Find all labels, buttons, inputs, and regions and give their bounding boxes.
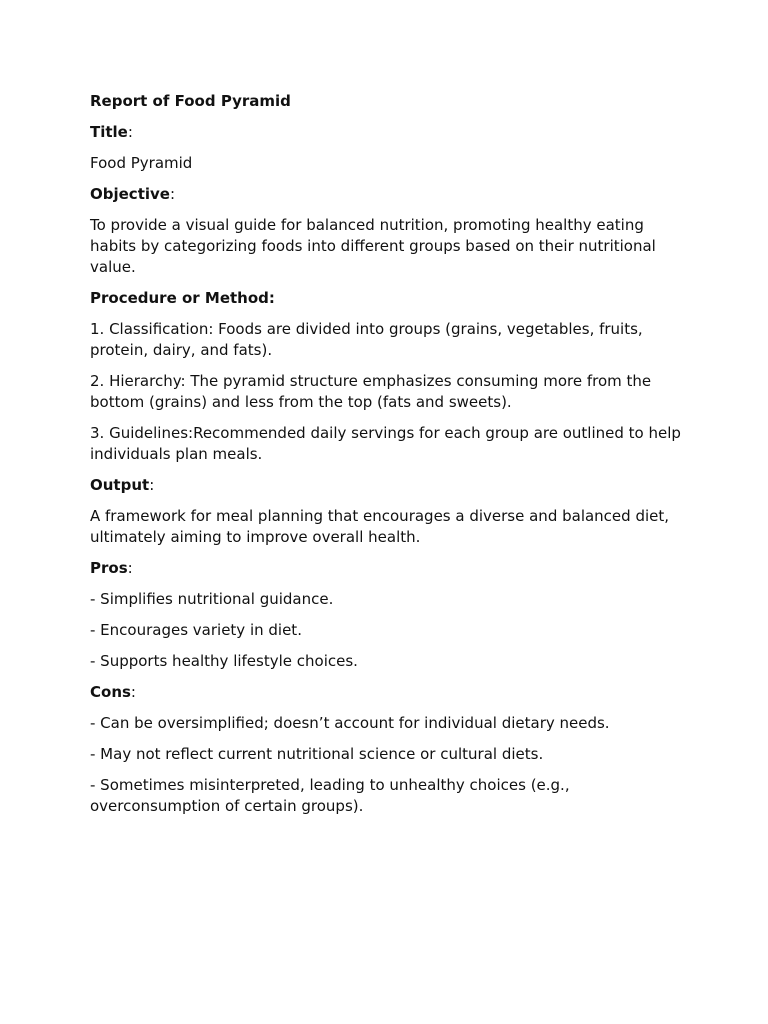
title-line <box>90 122 690 143</box>
title-label: Title <box>90 123 128 141</box>
objective-colon: : <box>169 185 176 203</box>
cons-item: - Can be oversimplified; doesn’t account for individual dietary needs. <box>90 714 610 732</box>
procedure-step: 2. Hierarchy: The pyramid structure emphasizes consuming more from the bottom (grains) and less from the top (fats and sweets). <box>90 372 652 411</box>
document-page <box>90 91 690 827</box>
objective-line <box>90 184 690 205</box>
objective-text: To provide a visual guide for balanced nutrition, promoting healthy eating habits by categorizing foods into different groups based on their nutritional value. <box>90 216 656 276</box>
output-text: A framework for meal planning that encourages a diverse and balanced diet, ultimately aiming to improve overall health. <box>90 507 670 546</box>
cons-line <box>90 682 690 703</box>
procedure-step: 1. Classification: Foods are divided into groups (grains, vegetables, fruits, protein, dairy, and fats). <box>90 320 643 359</box>
document-heading: Report of Food Pyramid <box>90 92 291 110</box>
pros-line <box>90 558 690 579</box>
cons-colon: : <box>130 683 136 701</box>
output-colon: : <box>149 476 155 494</box>
cons-label: Cons <box>90 683 131 701</box>
pros-item: - Supports healthy lifestyle choices. <box>90 652 358 670</box>
cons-item: - Sometimes misinterpreted, leading to unhealthy choices (e.g., overconsumption of certain groups). <box>90 776 570 815</box>
title-value: Food Pyramid <box>90 154 193 172</box>
pros-label: Pros <box>90 559 128 577</box>
procedure-step: 3. Guidelines:Recommended daily servings for each group are outlined to help individuals plan meals. <box>90 424 681 463</box>
title-colon: : <box>127 123 133 141</box>
cons-item: - May not reflect current nutritional science or cultural diets. <box>90 745 544 763</box>
pros-item: - Encourages variety in diet. <box>90 621 302 639</box>
pros-colon: : <box>127 559 133 577</box>
objective-label: Objective <box>90 185 170 203</box>
pros-item: - Simplifies nutritional guidance. <box>90 590 334 608</box>
output-line <box>90 475 690 496</box>
output-label: Output <box>90 476 150 494</box>
procedure-label: Procedure or Method: <box>90 289 275 307</box>
